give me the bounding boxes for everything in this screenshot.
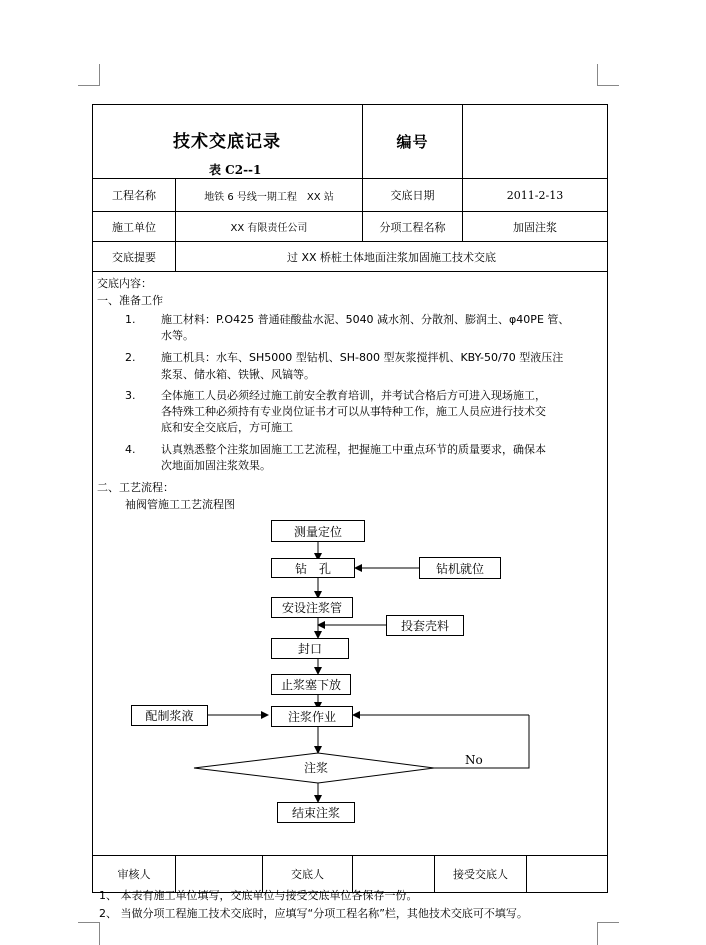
number-value-cell[interactable] [463, 105, 607, 178]
item-number: 1. [125, 313, 136, 326]
discloser-label: 交底人 [291, 868, 324, 881]
crop-mark-top-left [78, 64, 100, 86]
sub-project-value: 加固注浆 [513, 220, 557, 234]
section-process-title: 二、工艺流程： [97, 481, 174, 494]
flow-step-sleeve-material: 投套壳料 [386, 615, 464, 636]
item-text: 认真熟悉整个注浆加固施工工艺流程，把握施工中重点环节的质量要求，确保本 [161, 443, 546, 456]
info-row-summary [93, 242, 607, 272]
item-text: 底和安全交底后，方可施工 [161, 421, 293, 434]
info-row-unit [93, 212, 607, 242]
footnote: 1、 本表有施工单位填写，交底单位与接受交底单位各保存一份。 [99, 889, 418, 902]
form-code: 表 C2--1 [209, 163, 262, 177]
flow-caption: 袖阀管施工工艺流程图 [125, 498, 235, 511]
item-text: 次地面加固注浆效果。 [161, 459, 271, 472]
header-row [93, 105, 607, 179]
sub-project-value-cell[interactable] [463, 212, 607, 241]
date-label-cell [363, 179, 463, 211]
sub-project-label-cell [363, 212, 463, 241]
flow-step-install-pipe: 安设注浆管 [271, 597, 353, 618]
flow-step-grouting-work: 注浆作业 [271, 706, 353, 727]
sub-project-label: 分项工程名称 [379, 220, 446, 234]
item-text: 全体施工人员必须经过施工前安全教育培训，并考试合格后方可进入现场施工， [161, 389, 546, 402]
unit-label-cell [93, 212, 176, 241]
crop-mark-bottom-right [597, 922, 619, 945]
number-label: 编号 [396, 133, 429, 151]
flow-no-label: No [465, 753, 483, 767]
reviewer-label: 审核人 [117, 868, 151, 881]
flow-step-measure: 测量定位 [271, 520, 365, 542]
flow-decision-label: 注浆 [304, 761, 329, 775]
summary-value: 过 XX 桥桩土体地面注浆加固施工技术交底 [286, 250, 497, 264]
project-name-value-cell[interactable] [176, 179, 363, 211]
date-value-cell[interactable] [463, 179, 607, 211]
content-heading: 交底内容： [97, 277, 152, 290]
item-number: 4. [125, 443, 136, 456]
flow-step-rig-position: 钻机就位 [419, 557, 501, 579]
item-number: 3. [125, 389, 136, 402]
unit-label: 施工单位 [112, 220, 156, 234]
section-preparation-title: 一、准备工作 [97, 294, 163, 307]
date-label: 交底日期 [390, 189, 435, 202]
item-text: 施工机具：水车、SH5000 型钻机、SH-800 型灰浆搅拌机、KBY-50/70 型液压注 [161, 351, 564, 364]
receiver-label-cell [435, 856, 527, 892]
title-cell [93, 105, 363, 178]
flow-step-mix-slurry: 配制浆液 [131, 705, 208, 726]
flow-step-seal: 封口 [271, 638, 349, 659]
info-row-project [93, 179, 607, 212]
disclosure-content [93, 272, 607, 856]
project-name-label-cell [93, 179, 176, 211]
number-label-cell [363, 105, 463, 178]
item-text: 各特殊工种必须持有专业岗位证书才可以从事特种工作，施工人员应进行技术交 [161, 405, 546, 418]
item-text: 水等。 [161, 329, 194, 342]
flow-step-drill: 钻 孔 [271, 558, 355, 578]
item-text: 浆泵、储水箱、铁锹、风镐等。 [161, 368, 315, 381]
receiver-value-cell[interactable] [527, 856, 607, 892]
date-value: 2011-2-13 [506, 188, 564, 202]
footnote: 2、 当做分项工程施工技术交底时，应填写“分项工程名称”栏，其他技术交底可不填写。 [99, 907, 528, 920]
receiver-label: 接受交底人 [453, 868, 508, 881]
project-name-label: 工程名称 [112, 189, 156, 202]
item-number: 2. [125, 351, 136, 364]
technical-disclosure-form [92, 104, 608, 893]
summary-label-cell [93, 242, 176, 271]
crop-mark-bottom-left [78, 922, 100, 945]
item-text: 施工材料：P.O425 普通硅酸盐水泥、5040 减水剂、分散剂、膨润土、φ40PE 管、 [161, 313, 570, 326]
page-title: 技术交底记录 [173, 132, 281, 152]
summary-label: 交底提要 [112, 250, 156, 264]
flow-step-plug-lower: 止浆塞下放 [271, 674, 351, 695]
summary-value-cell[interactable] [176, 242, 607, 271]
flow-step-end-grouting: 结束注浆 [277, 802, 355, 823]
unit-value: XX 有限责任公司 [230, 223, 308, 234]
project-name-value: 地铁 6 号线一期工程 XX 站 [204, 191, 334, 203]
crop-mark-top-right [597, 64, 619, 86]
unit-value-cell[interactable] [176, 212, 363, 241]
